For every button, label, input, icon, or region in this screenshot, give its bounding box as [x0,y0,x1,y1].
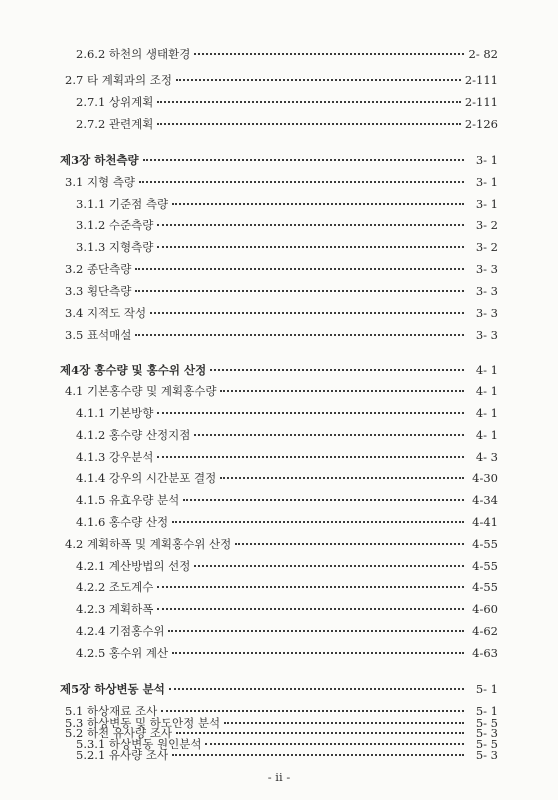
toc-entry [76,240,498,254]
toc-entry-label: 2.7.1 상위계획 [76,95,154,109]
toc-entry-label: 4.2 계획하폭 및 계획홍수위 산정 [65,537,232,551]
dot-leader [157,608,464,610]
toc-entry [76,197,498,211]
dot-leader [220,477,464,479]
toc-entry-label: 5.3 하상변동 및 하도안정 분석 [65,716,221,730]
toc-entry-label: 4.1.6 홍수량 산정 [76,515,169,529]
toc-entry-page: 3- 3 [475,328,498,342]
toc-entry [76,218,498,232]
toc-entry-label: 3.3 횡단측량 [65,284,132,298]
dot-leader [157,101,460,103]
toc-entry [76,515,498,529]
toc-entry-page: 3- 3 [475,306,498,320]
toc-entry [65,262,498,276]
toc-entry-page: 3- 2 [475,218,498,232]
dot-leader [157,123,460,125]
toc-entry [76,117,498,131]
toc-entry [76,406,498,420]
toc-entry-page: 4-63 [472,646,498,660]
toc-entry-label: 4.1 기본홍수량 및 계획홍수량 [65,384,217,398]
toc-entry-label: 3.1 지형 측량 [65,175,136,189]
toc-entry-page: 4-55 [472,580,498,594]
toc-entry-label: 4.1.2 홍수량 산정지점 [76,428,191,442]
toc-entry [65,73,498,87]
toc-entry [65,384,498,398]
dot-leader [172,754,464,756]
toc-entry-page: 4-55 [472,559,498,573]
toc-entry [76,493,498,507]
dot-leader [176,732,464,734]
toc-entry-label: 4.1.1 기본방향 [76,406,154,420]
toc-entry-label: 4.2.4 기점홍수위 [76,624,165,638]
dot-leader [135,268,464,270]
dot-leader [224,722,464,724]
toc-entry-page: 5- 1 [475,704,498,718]
toc-entry-label: 5.2.1 유사량 조사 [76,748,169,762]
toc-entry-label: 3.2 종단측량 [65,262,132,276]
dot-leader [157,224,464,226]
toc-entry [76,428,498,442]
toc-entry-label: 5.1 하상재료 조사 [65,704,158,718]
toc-entry-page: 3- 1 [475,175,498,189]
toc-entry-page: 5- 3 [475,726,498,740]
chapter-entry [60,363,498,377]
toc-entry [76,646,498,660]
toc-entry-page: 5- 3 [475,748,498,762]
dot-leader [194,53,464,55]
toc-entry-label: 3.4 지적도 작성 [65,306,147,320]
toc-entry-page: 2-126 [464,117,498,131]
page-number: - ii - [267,770,291,784]
toc-entry [76,47,498,61]
dot-leader [161,710,464,712]
dot-leader [157,246,464,248]
toc-entry-page: 4- 3 [475,450,498,464]
toc-entry-label: 3.1.2 수준측량 [76,218,154,232]
toc-entry-page: 3- 1 [475,197,498,211]
chapter-entry [60,153,498,167]
toc-entry-label: 제4장 홍수량 및 홍수위 산정 [60,363,207,377]
dot-leader [143,159,464,161]
toc-entry-label: 제3장 하천측량 [60,153,139,167]
toc-entry [76,624,498,638]
toc-entry-page: 2-111 [464,95,498,109]
toc-entry-page: 4- 1 [475,384,498,398]
dot-leader [176,79,461,81]
toc-entry [65,175,498,189]
dot-leader [168,630,464,632]
toc-entry-page: 4- 1 [475,406,498,420]
toc-entry-label: 4.1.4 강우의 시간분포 결정 [76,471,217,485]
toc-entry-label: 4.2.3 계획하폭 [76,602,154,616]
dot-leader [139,181,464,183]
toc-entry [65,284,498,298]
toc-entry [65,716,498,730]
toc-entry [65,328,498,342]
toc-entry-label: 3.5 표석매설 [65,328,132,342]
toc-entry-label: 4.1.3 강우분석 [76,450,154,464]
toc-entry-page: 5- 5 [475,716,498,730]
dot-leader [194,434,464,436]
toc-entry-label: 5.3.1 하상변동 원인분석 [76,737,202,751]
toc-entry [76,471,498,485]
dot-leader [157,412,464,414]
dot-leader [135,334,464,336]
toc-entry-label: 4.2.2 조도계수 [76,580,154,594]
toc-entry-page: 2-111 [464,73,498,87]
dot-leader [172,203,464,205]
toc-entry-page: 4-34 [472,493,498,507]
toc-entry [76,580,498,594]
toc-entry-page: 4-60 [472,602,498,616]
toc-entry-page: 4-41 [472,515,498,529]
dot-leader [194,565,464,567]
dot-leader [220,390,464,392]
toc-entry [76,95,498,109]
toc-entry [76,737,498,751]
toc-entry-label: 5.2 하천 유사량 조사 [65,726,173,740]
dot-leader [172,652,464,654]
dot-leader [172,521,464,523]
toc-entry [76,559,498,573]
dot-leader [205,743,464,745]
toc-entry-page: 3- 2 [475,240,498,254]
toc-entry-label: 4.2.5 홍수위 계산 [76,646,169,660]
toc-entry [76,450,498,464]
toc-entry-label: 2.6.2 하천의 생태환경 [76,47,191,61]
toc-entry-label: 2.7 타 계획과의 조정 [65,73,173,87]
toc-entry-page: 3- 3 [475,284,498,298]
toc-entry-page: 2- 82 [468,47,498,61]
toc-entry [65,537,498,551]
toc-entry-page: 4-62 [472,624,498,638]
toc-entry [65,306,498,320]
toc-entry [76,602,498,616]
dot-leader [157,586,464,588]
dot-leader [183,499,464,501]
toc-entry-page: 4-30 [472,471,498,485]
dot-leader [150,312,464,314]
dot-leader [157,456,464,458]
toc-entry-label: 4.1.5 유효우량 분석 [76,493,180,507]
toc-entry-page: 5- 5 [475,737,498,751]
chapter-entry [60,682,498,696]
toc-entry-page: 3- 3 [475,262,498,276]
toc-entry-page: 4- 1 [475,428,498,442]
dot-leader [135,290,464,292]
toc-entry-label: 3.1.1 기준점 측량 [76,197,169,211]
dot-leader [169,688,464,690]
toc-entry-label: 3.1.3 지형측량 [76,240,154,254]
toc-entry-page: 4- 1 [475,363,498,377]
toc-entry-label: 4.2.1 계산방법의 선정 [76,559,191,573]
dot-leader [210,369,464,371]
toc-entry-label: 2.7.2 관련계획 [76,117,154,131]
toc-entry-page: 3- 1 [475,153,498,167]
toc-entry-page: 4-55 [472,537,498,551]
toc-entry-page: 5- 1 [475,682,498,696]
dot-leader [235,543,464,545]
toc-entry-label: 제5장 하상변동 분석 [60,682,165,696]
